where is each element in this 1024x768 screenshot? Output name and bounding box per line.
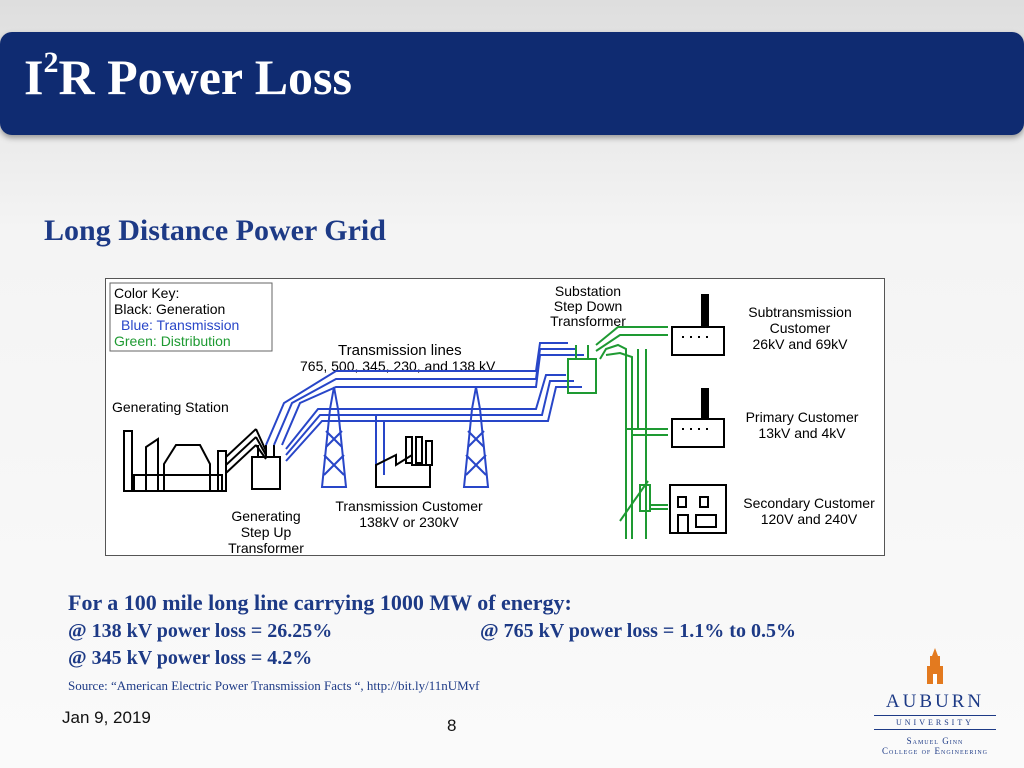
step-up-line-1: Generating: [231, 508, 301, 524]
substation-line-2: Step Down: [553, 298, 623, 314]
power-grid-diagram: [105, 278, 885, 556]
substation-transformer-icon: [568, 345, 596, 393]
step-up-transformer-icon: [252, 445, 280, 489]
slide-title: $I^2R$ Power Loss: [24, 46, 352, 105]
primary-customer-icon: [672, 389, 724, 447]
step-up-line-2: Step Up: [240, 524, 292, 540]
auburn-logo: [860, 646, 1010, 756]
loss-765: @ 765 kV power loss = 1.1% to 0.5%: [480, 620, 796, 642]
primary-line-1: Primary Customer: [745, 409, 859, 425]
info-heading: For a 100 mile long line carrying 1000 MW of energy:: [68, 590, 572, 615]
step-up-line-3: Transformer: [228, 540, 304, 556]
color-key-generation: Black: Generation: [114, 301, 226, 317]
tower-icon: [920, 646, 950, 686]
transmission-lines-label: Transmission lines: [338, 342, 462, 359]
transmission-tower-1: [322, 387, 346, 487]
subtransmission-line-1: Subtransmission: [748, 304, 852, 320]
logo-college-1: Samuel Ginn: [906, 736, 964, 746]
substation-line-3: Transformer: [550, 313, 626, 329]
transmission-voltages: 765, 500, 345, 230, and 138 kV: [300, 358, 496, 374]
loss-138: @ 138 kV power loss = 26.25%: [68, 620, 333, 642]
color-key-distribution: Green: Distribution: [114, 333, 231, 349]
primary-line-2: 13kV and 4kV: [758, 425, 846, 441]
color-key-heading: Color Key:: [114, 285, 180, 301]
generating-station-icon: [124, 429, 266, 491]
page-number: 8: [447, 716, 457, 735]
transmission-customer-line-2: 138kV or 230kV: [359, 514, 459, 530]
logo-college-2: College of Engineering: [882, 746, 988, 756]
footer-date: Jan 9, 2019: [62, 708, 151, 727]
subtitle: Long Distance Power Grid: [44, 214, 386, 247]
transmission-customer-line-1: Transmission Customer: [335, 498, 483, 514]
logo-name: AUBURN: [885, 691, 985, 712]
secondary-line-2: 120V and 240V: [760, 511, 858, 527]
secondary-line-1: Secondary Customer: [743, 495, 875, 511]
generating-station-label: Generating Station: [112, 399, 229, 415]
secondary-customer-icon: [670, 485, 726, 533]
distribution-lines: [596, 327, 668, 539]
loss-345: @ 345 kV power loss = 4.2%: [68, 647, 313, 669]
source-citation: Source: “American Electric Power Transmission Facts “, http://bit.ly/11nUMvf: [68, 678, 480, 693]
color-key-transmission: Blue: Transmission: [121, 317, 240, 333]
subtransmission-line-2: Customer: [769, 320, 831, 336]
subtransmission-line-3: 26kV and 69kV: [752, 336, 848, 352]
logo-university: UNIVERSITY: [896, 718, 974, 727]
subtransmission-customer-icon: [672, 295, 724, 355]
transmission-tower-2: [464, 387, 488, 487]
substation-line-1: Substation: [554, 283, 622, 299]
